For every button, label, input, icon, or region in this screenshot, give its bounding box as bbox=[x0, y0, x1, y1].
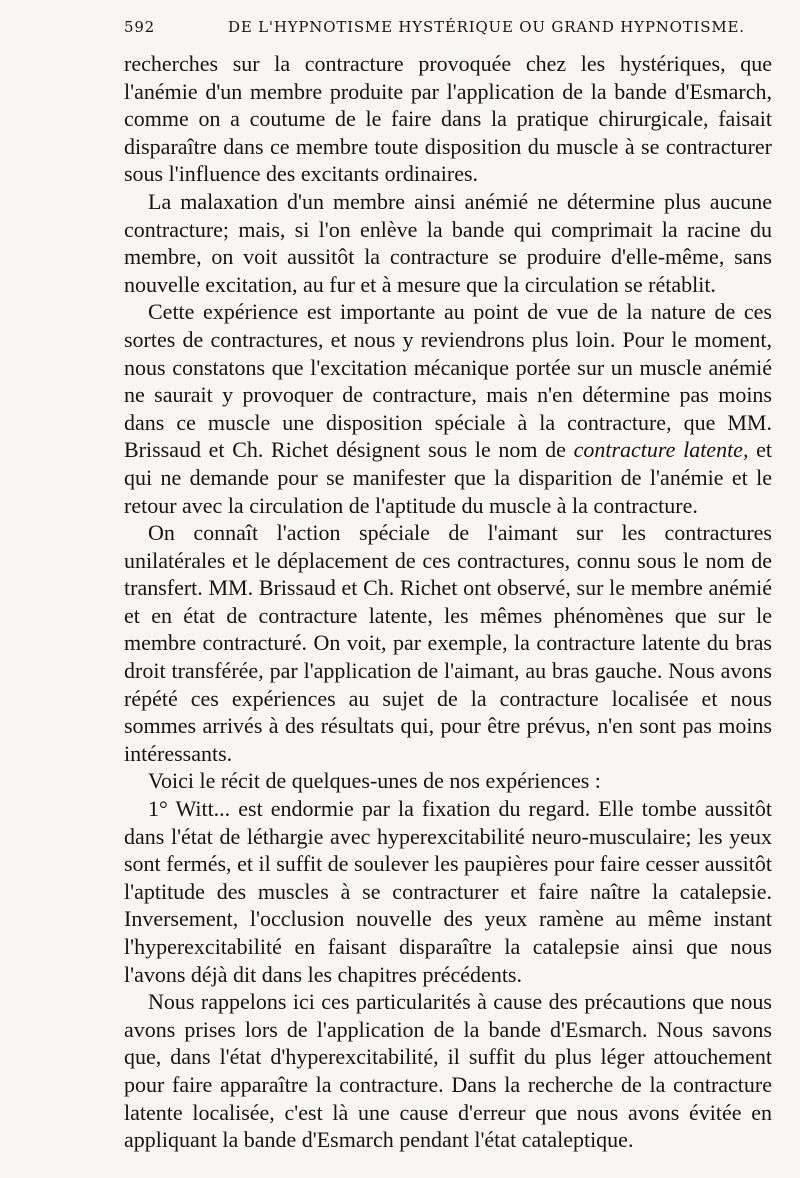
italic-term-contracture-latente: contracture latente, bbox=[573, 437, 749, 463]
paragraph-malaxation: La malaxation d'un membre ainsi anémié ne détermine plus aucune contracture; mais, si l'on enlève la bande qui comprimait la racine du membre, on voit aussitôt la contracture se produire d'elle-même, sans nouvelle excitation, au fur et à mesure que la circulation se rétablit. bbox=[124, 188, 772, 297]
paragraph-continued: recherches sur la contracture provoquée chez les hystériques, que l'anémie d'un membre produite par l'application de la bande d'Esmarch, comme on a coutume de le faire dans la pratique chirurgicale, faisait disparaître dans ce membre toute disposition du muscle à se contracturer sous l'influence des excitants ordinaires. bbox=[124, 51, 772, 187]
paragraph-aimant: On connaît l'action spéciale de l'aimant sur les contractures unilatérales et le déplacement de ces contractures, connu sous le nom de transfert. MM. Brissaud et Ch. Richet ont observé, sur le membre anémié et en état de contracture latente, les mêmes phénomènes que sur le membre contracturé. On voit, par exemple, la contracture latente du bras droit transférée, par l'application de l'aimant, au bras gauche. Nous avons répété ces expériences au sujet de la contracture localisée et nous sommes arrivés à des résultats qui, pour être prévus, n'en sont pas moins intéressants. bbox=[124, 520, 772, 766]
body-text bbox=[124, 50, 772, 1154]
paragraph-experience-text-start: Cette expérience est importante au point de vue de la nature de ces sortes de contractures, et nous y reviendrons plus loin. Pour le moment, nous constatons que l'excitation mécanique portée sur un muscle anémié ne saurait y provoquer de contracture, mais n'en détermine pas moins dans ce muscle une disposition spéciale à la contracture, que MM. Brissaud et Ch. Richet désignent sous le nom de bbox=[124, 299, 772, 463]
page-number: 592 bbox=[124, 18, 156, 36]
paragraph-experience-text-end: et qui ne demande pour se manifester que la disparition de l'anémie et le retour avec la circulation de l'aptitude du muscle à la contracture. bbox=[124, 437, 772, 518]
paragraph-experience bbox=[124, 298, 772, 519]
running-title: DE L'HYPNOTISME HYSTÉRIQUE OU GRAND HYPNOTISME. bbox=[228, 18, 745, 36]
paragraph-recit-intro: Voici le récit de quelques-unes de nos expériences : bbox=[148, 768, 601, 794]
paragraph-precautions: Nous rappelons ici ces particularités à cause des précautions que nous avons prises lors de l'application de la bande d'Esmarch. Nous savons que, dans l'état d'hyperexcitabilité, il suffit du plus léger attouchement pour faire apparaître la contracture. Dans la recherche de la contracture latente localisée, c'est là une cause d'erreur que nous avons évitée en appliquant la bande d'Esmarch pendant l'état cataleptique. bbox=[124, 989, 772, 1153]
paragraph-witt: 1° Witt... est endormie par la fixation du regard. Elle tombe aussitôt dans l'état de léthargie avec hyperexcitabilité neuro-musculaire; les yeux sont fermés, et il suffit de soulever les paupières pour faire cesser aussitôt l'aptitude des muscles à se contracturer et faire naître la catalepsie. Inversement, l'occlusion nouvelle des yeux ramène au même instant l'hyperexcitabilité en faisant disparaître la catalepsie ainsi que nous l'avons déjà dit dans les chapitres précédents. bbox=[124, 796, 772, 987]
page-header bbox=[124, 18, 772, 50]
